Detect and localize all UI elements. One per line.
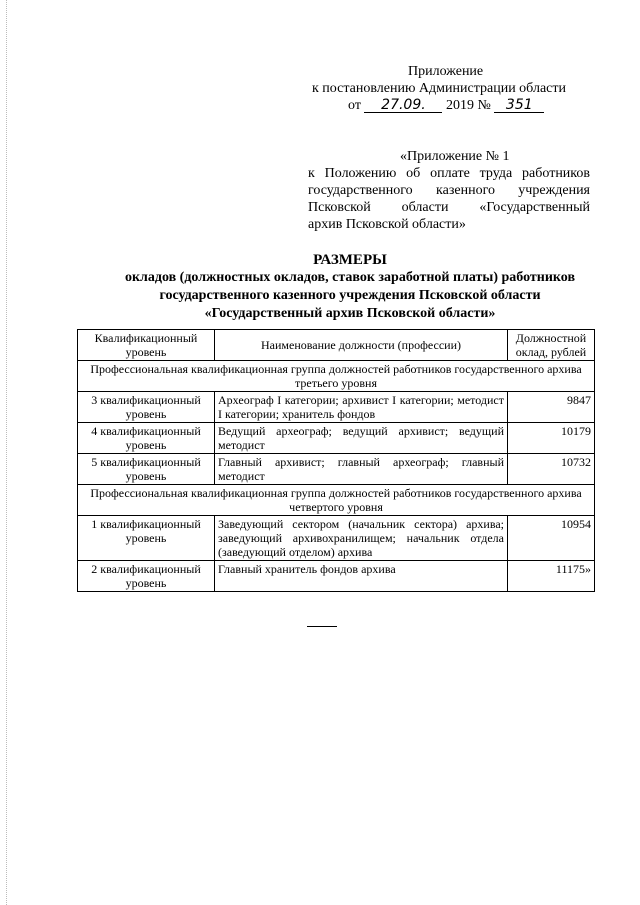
appendix-line-2: к Положению об оплате труда работников (308, 166, 590, 181)
level-cell: 4 квалификационный уровень (78, 423, 215, 454)
appendix-reference (308, 148, 590, 233)
salary-cell: 9847 (508, 392, 595, 423)
positions-cell: Ведущий археограф; ведущий архивист; ведущий методист (215, 423, 508, 454)
handwritten-number: 351 (494, 98, 544, 113)
title-line-3: «Государственный архив Псковской области» (204, 306, 496, 321)
approval-header (308, 63, 590, 114)
level-cell: 3 квалификационный уровень (78, 392, 215, 423)
level-cell: 5 квалификационный уровень (78, 454, 215, 485)
group-row (78, 485, 595, 516)
appendix-line-5: архив Псковской области» (308, 217, 466, 232)
from-label: от (348, 98, 361, 113)
header-line-1: Приложение (408, 64, 484, 79)
handwritten-date: 27.09. (364, 98, 442, 113)
end-divider (307, 626, 337, 627)
positions-cell: Главный хранитель фондов архива (215, 561, 508, 592)
table-header-row (78, 330, 595, 361)
group-title: Профессиональная квалификационная группа должностей работников государственного архива четвертого уровня (78, 485, 595, 516)
level-cell: 1 квалификационный уровень (78, 516, 215, 561)
salary-cell: 10179 (508, 423, 595, 454)
table-row (78, 454, 595, 485)
appendix-line-4: Псковской области «Государственный (308, 200, 590, 215)
title-line-1: окладов (должностных окладов, ставок заработной платы) работников (124, 270, 576, 285)
appendix-line-1: «Приложение № 1 (400, 149, 510, 164)
level-cell: 2 квалификационный уровень (78, 561, 215, 592)
table-row (78, 516, 595, 561)
group-row (78, 361, 595, 392)
table-row (78, 392, 595, 423)
header-line-2: к постановлению Администрации области (312, 81, 566, 96)
salary-cell: 10732 (508, 454, 595, 485)
positions-cell: Заведующий сектором (начальник сектора) архива; заведующий архивохранилищем; начальник отдела (заведующий отделом) архива (215, 516, 508, 561)
scan-edge (0, 0, 7, 905)
salary-cell: 11175» (508, 561, 595, 592)
header-salary: Должностной оклад, рублей (508, 330, 595, 361)
title-line-2: государственного казенного учреждения Псковской области (159, 288, 541, 303)
table-row (78, 423, 595, 454)
document-title (70, 251, 630, 323)
header-date-line (308, 97, 590, 114)
salary-cell: 10954 (508, 516, 595, 561)
positions-cell: Главный архивист; главный археограф; главный методист (215, 454, 508, 485)
title-main: РАЗМЕРЫ (313, 252, 387, 268)
group-title: Профессиональная квалификационная группа должностей работников государственного архива третьего уровня (78, 361, 595, 392)
table-row (78, 561, 595, 592)
salary-table (77, 329, 595, 592)
header-level: Квалификационный уровень (78, 330, 215, 361)
appendix-line-3: государственного казенного учреждения (308, 183, 590, 198)
positions-cell: Археограф I категории; архивист I категории; методист I категории; хранитель фондов (215, 392, 508, 423)
header-position: Наименование должности (профессии) (215, 330, 508, 361)
year-label: 2019 № (445, 98, 491, 113)
